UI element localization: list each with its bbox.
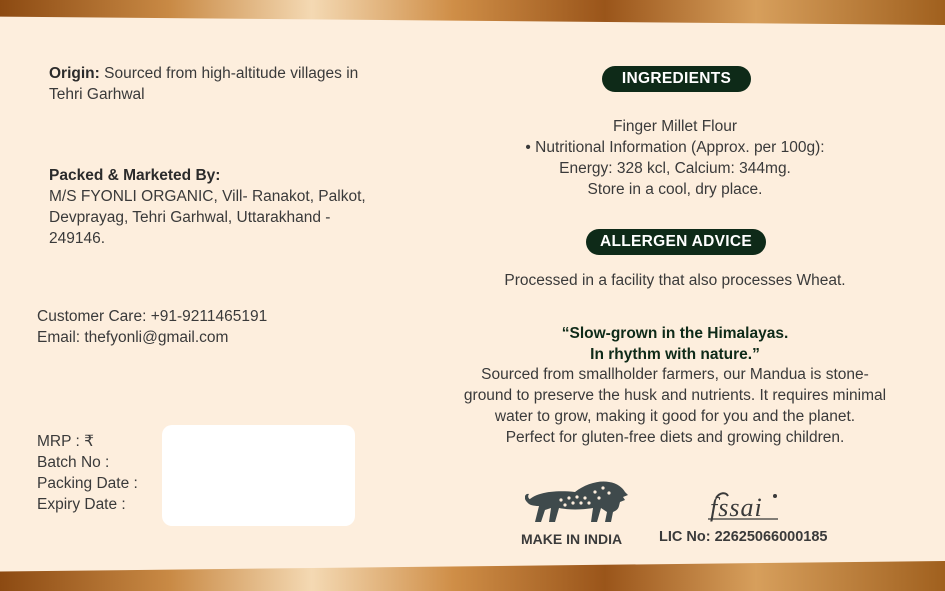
ingredients-line-2: • Nutritional Information (Approx. per 100g): (525, 139, 825, 156)
packing-date-label: Packing Date : (37, 475, 138, 492)
make-in-india-label: MAKE IN INDIA (521, 531, 623, 547)
customer-care: Customer Care: +91-9211465191 (37, 308, 268, 325)
batch-label: Batch No : (37, 454, 110, 471)
product-info-block (37, 431, 167, 515)
packed-line-1: M/S FYONLI ORGANIC, Vill- Ranakot, Palkot, (49, 188, 366, 205)
ingredients-line-3: Energy: 328 kcl, Calcium: 344mg. (559, 160, 791, 177)
ingredients-block (440, 116, 910, 200)
ingredients-title: INGREDIENTS (602, 66, 751, 92)
packed-block (49, 165, 419, 249)
fssai-logo-text: fssai (710, 493, 763, 522)
ingredients-line-1: Finger Millet Flour (612, 118, 738, 135)
quote-line-1: “Slow-grown in the Himalayas. (561, 325, 789, 342)
packed-label: Packed & Marketed By: (49, 167, 221, 184)
expiry-date-label: Expiry Date : (37, 496, 126, 513)
description-line-3: water to grow, making it good for you and the planet. (494, 408, 856, 425)
allergen-title: ALLERGEN ADVICE (586, 229, 766, 255)
packed-line-2: Devprayag, Tehri Garhwal, Uttarakhand - (49, 209, 331, 226)
bottom-copper-band (0, 561, 945, 591)
quote-block (440, 323, 910, 365)
origin-text: Sourced from high-altitude villages in (104, 65, 359, 82)
quote-line-2: In rhythm with nature.” (590, 346, 760, 363)
allergen-text: Processed in a facility that also processes Wheat. (504, 272, 846, 289)
print-area-box (162, 425, 355, 526)
origin-label: Origin: (49, 65, 100, 82)
email: Email: thefyonli@gmail.com (37, 329, 229, 346)
ingredients-line-4: Store in a cool, dry place. (587, 181, 763, 198)
top-copper-band (0, 0, 945, 25)
description-line-4: Perfect for gluten-free diets and growing children. (505, 429, 845, 446)
make-in-india-lion-icon (525, 478, 630, 524)
description-line-1: Sourced from smallholder farmers, our Mandua is stone- (481, 366, 869, 383)
contact-block (37, 306, 367, 348)
origin-block (49, 63, 409, 105)
description-line-2: ground to preserve the husk and nutrients. It requires minimal (463, 387, 887, 404)
description-block (430, 364, 920, 448)
fssai-license-number: LIC No: 22625066000185 (659, 529, 828, 545)
packed-line-3: 249146. (49, 230, 106, 247)
origin-text-2: Tehri Garhwal (49, 86, 145, 103)
fssai-logo-icon (706, 490, 782, 524)
mrp-label: MRP : ₹ (37, 433, 94, 450)
